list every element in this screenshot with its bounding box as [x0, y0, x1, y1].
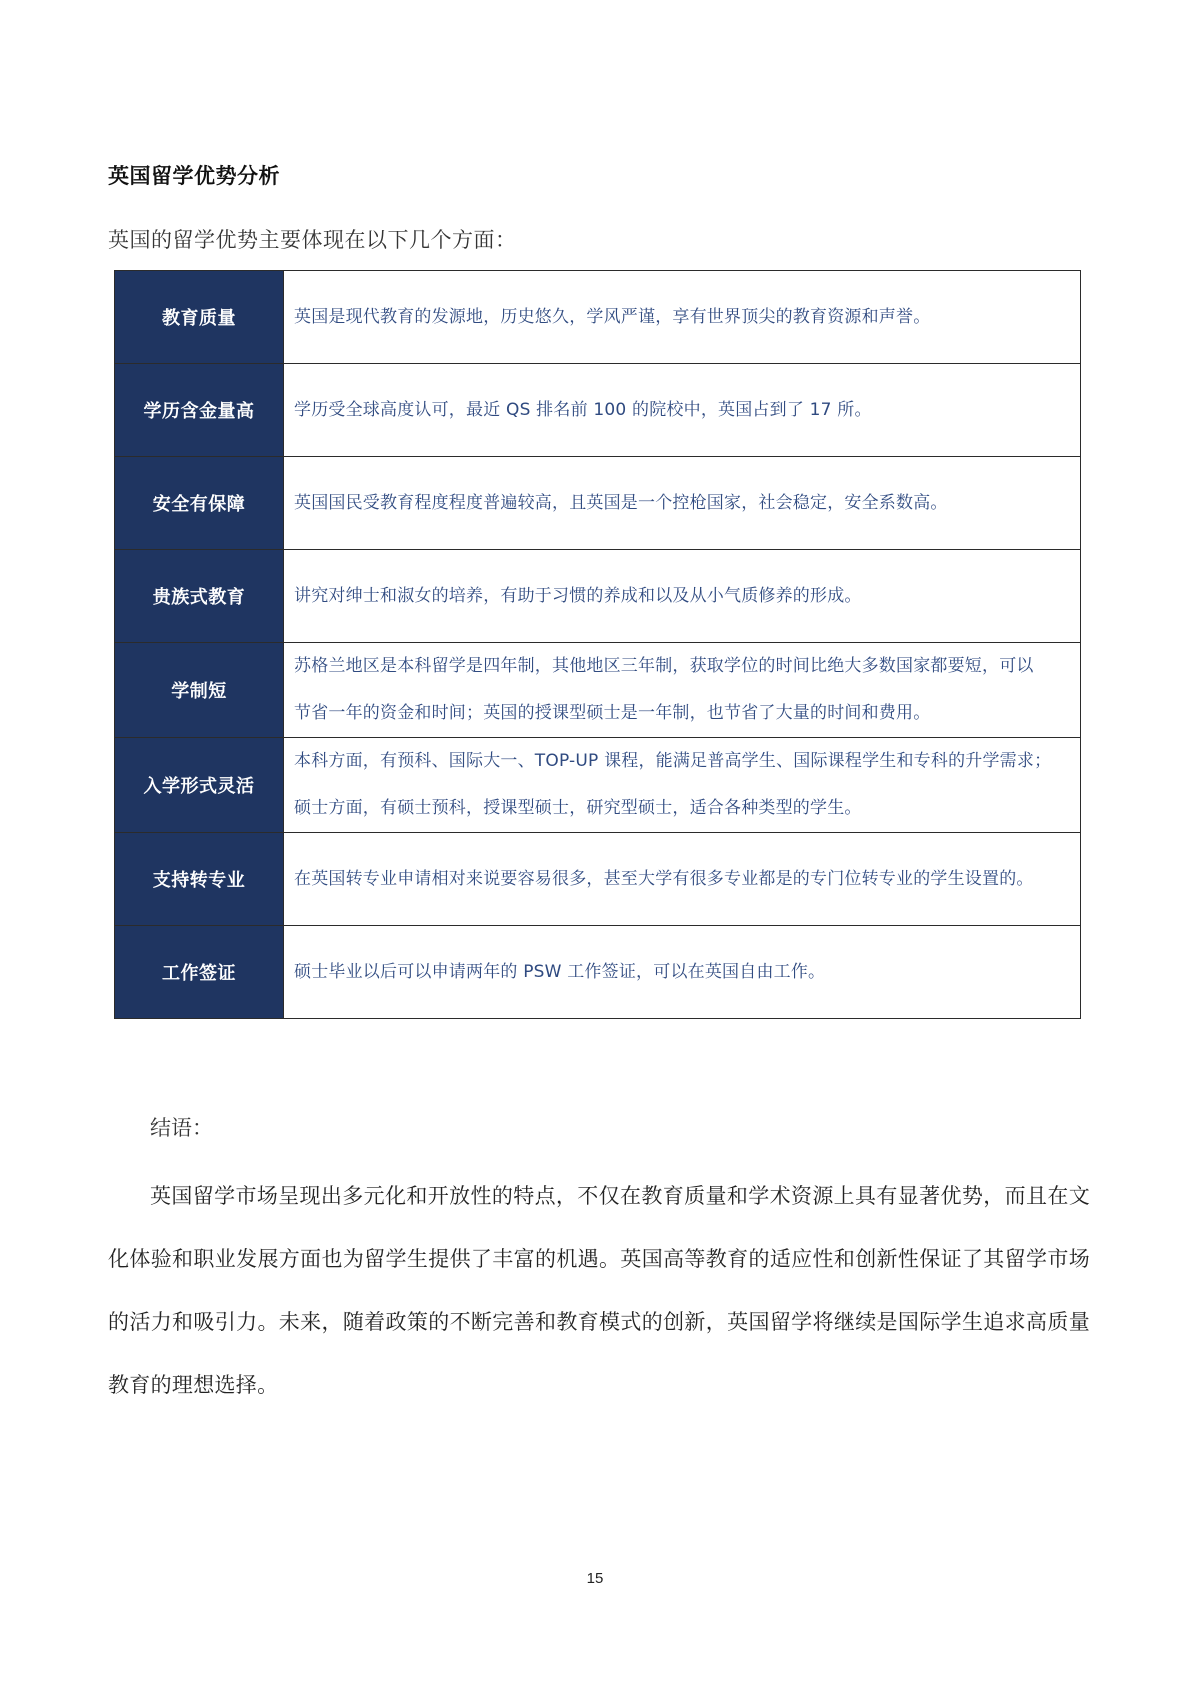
table-row — [115, 364, 1081, 457]
table-row — [115, 271, 1081, 364]
advantage-label: 安全有保障 — [115, 457, 284, 550]
description-line: 硕士方面，有硕士预科，授课型硕士，研究型硕士，适合各种类型的学生。 — [294, 798, 862, 818]
closing-label: 结语： — [150, 1116, 213, 1140]
advantage-label: 学制短 — [115, 643, 284, 738]
description-line: 硕士毕业以后可以申请两年的 PSW 工作签证，可以在英国自由工作。 — [294, 962, 826, 982]
description-line: 学历受全球高度认可，最近 QS 排名前 100 的院校中，英国占到了 17 所。 — [294, 400, 872, 420]
advantage-label: 学历含金量高 — [115, 364, 284, 457]
description-line: 讲究对绅士和淑女的培养，有助于习惯的养成和以及从小气质修养的形成。 — [294, 586, 862, 606]
table-row — [115, 643, 1081, 738]
advantage-description — [284, 457, 1081, 550]
page-number: 15 — [586, 1570, 604, 1587]
table-row — [115, 550, 1081, 643]
description-line: 苏格兰地区是本科留学是四年制，其他地区三年制，获取学位的时间比绝大多数国家都要短，可以 — [294, 656, 1034, 676]
table-row — [115, 833, 1081, 926]
advantage-description — [284, 271, 1081, 364]
table-row — [115, 738, 1081, 833]
description-line: 英国是现代教育的发源地，历史悠久，学风严谨，享有世界顶尖的教育资源和声誉。 — [294, 307, 931, 327]
advantage-label: 入学形式灵活 — [115, 738, 284, 833]
advantage-description — [284, 364, 1081, 457]
advantages-table — [114, 270, 1081, 1019]
table-row — [115, 457, 1081, 550]
advantage-label: 教育质量 — [115, 271, 284, 364]
intro-text: 英国的留学优势主要体现在以下几个方面： — [108, 228, 517, 252]
closing-paragraph: 英国留学市场呈现出多元化和开放性的特点，不仅在教育质量和学术资源上具有显著优势，而且在文化体验和职业发展方面也为留学生提供了丰富的机遇。英国高等教育的适应性和创新性保证了其留学市场的活力和吸引力。未来，随着政策的不断完善和教育模式的创新，英国留学将继续是国际学生追求高质量教育的理想选择。 — [108, 1184, 1090, 1397]
advantage-description — [284, 926, 1081, 1019]
advantage-description — [284, 550, 1081, 643]
table-row — [115, 926, 1081, 1019]
advantage-label: 支持转专业 — [115, 833, 284, 926]
advantage-description — [284, 833, 1081, 926]
advantage-label: 工作签证 — [115, 926, 284, 1019]
advantage-description — [284, 643, 1081, 738]
description-line: 节省一年的资金和时间；英国的授课型硕士是一年制，也节省了大量的时间和费用。 — [294, 703, 931, 723]
section-title: 英国留学优势分析 — [108, 164, 280, 188]
description-line: 在英国转专业申请相对来说要容易很多，甚至大学有很多专业都是的专门位转专业的学生设置的。 — [294, 869, 1034, 889]
advantage-description — [284, 738, 1081, 833]
description-line: 本科方面，有预科、国际大一、TOP-UP 课程，能满足普高学生、国际课程学生和专科的升学需求； — [294, 751, 1052, 771]
advantage-label: 贵族式教育 — [115, 550, 284, 643]
description-line: 英国国民受教育程度程度普遍较高，且英国是一个控枪国家，社会稳定，安全系数高。 — [294, 493, 948, 513]
